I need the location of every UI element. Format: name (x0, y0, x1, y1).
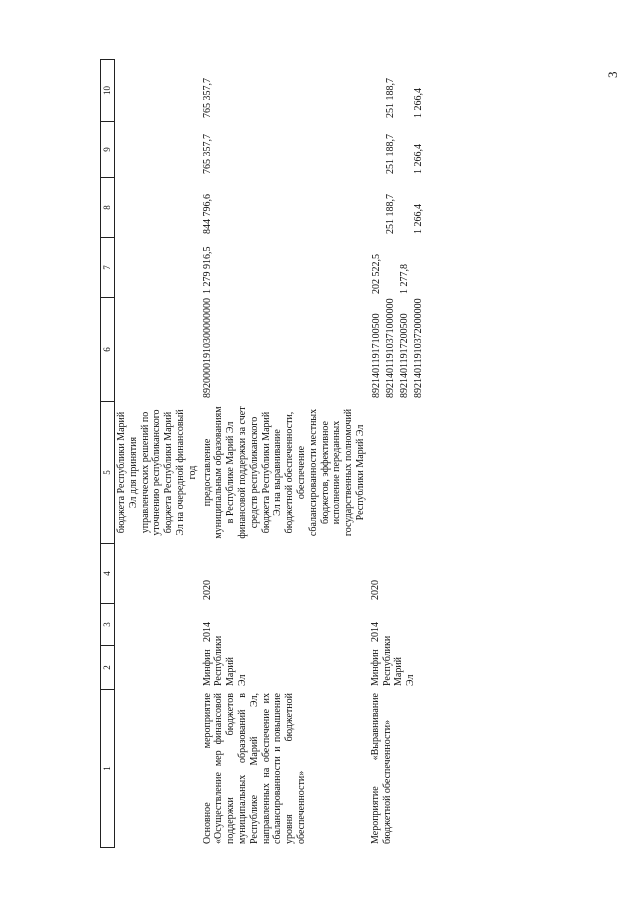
row2-col4: 2020 (369, 580, 381, 600)
header-col-10: 10 (101, 60, 115, 122)
table-row (368, 60, 427, 848)
header-col-2: 2 (101, 646, 115, 690)
row1-col8: 844 796,6 (201, 194, 213, 234)
amount-value (412, 241, 426, 294)
amount-value (398, 125, 412, 174)
row1-col1: Основное мероприятие «Осуществление мер финансовой поддержки бюджетов муниципальных образований в Республике Марий Эл, направленных на обеспечение их сбалансированности и повышение уровня бюджетной обеспеченности» (201, 693, 307, 844)
amount-value: 1 266,4 (412, 88, 424, 118)
amount-value: 1 266,4 (412, 204, 424, 234)
row2-col7 (368, 238, 427, 298)
row1-col2: Минфин Республики Марий Эл (201, 635, 248, 686)
amount-value: 251 188,7 (384, 194, 396, 234)
amount-value: 251 188,7 (384, 78, 396, 118)
row0-col3 (115, 604, 200, 646)
header-col-5: 5 (101, 402, 115, 544)
page-number: 3 (605, 71, 620, 78)
row0-col9 (115, 122, 200, 178)
amount-value: 1 277,8 (398, 264, 410, 294)
header-col-8: 8 (101, 178, 115, 238)
amount-value: 1 266,4 (412, 144, 424, 174)
header-col-6: 6 (101, 298, 115, 402)
table-row (115, 60, 200, 848)
table-row (200, 60, 368, 848)
amount-value (384, 241, 398, 294)
rotated-table-container (100, 60, 513, 848)
row0-col6 (115, 298, 200, 402)
row0-col8 (115, 178, 200, 238)
row2-col2: Минфин Республики Марий Эл (369, 635, 417, 686)
amount-value (370, 181, 384, 234)
row1-col5: предоставление муниципальным образованиям в Республике Марий Эл финансовой поддержки за счет средств республиканского бюджета Республики Марий Эл на выравнивание бюджетной обеспеченности, обеспечение сбалансированности местных бюджетов, эффективное исполнение переданных государственных полномочий Республики Марий Эл (201, 406, 366, 539)
row2-col6 (368, 298, 427, 402)
header-col-7: 7 (101, 238, 115, 298)
row2-col8 (368, 178, 427, 238)
header-col-1: 1 (101, 690, 115, 848)
row0-col1 (115, 690, 200, 848)
amount-value (370, 125, 384, 174)
header-row (101, 60, 115, 848)
amount-value (398, 63, 412, 119)
budget-code: 89214011910372000000 (412, 298, 424, 398)
row1-col10: 765 357,7 (201, 78, 213, 118)
amount-value (398, 181, 412, 234)
row1-col3: 2014 (201, 622, 213, 642)
amount-value: 202 522,5 (370, 254, 382, 294)
row0-col10 (115, 60, 200, 122)
amount-value: 251 188,7 (384, 134, 396, 174)
row2-col3: 2014 (369, 622, 381, 642)
row1-col9: 765 357,7 (201, 134, 213, 174)
budget-code: 89214011910371000000 (384, 298, 396, 398)
row1-col4: 2020 (201, 580, 213, 600)
header-col-9: 9 (101, 122, 115, 178)
row1-col6: 89200001910300000000 (201, 298, 213, 398)
row0-col5: бюджета Республики Марий Эл для принятия управленческих решений по уточнению республиканского бюджета Республики Марий Эл на очередной финансовый год (116, 409, 198, 536)
budget-code: 89214011917100500 (370, 313, 382, 398)
row2-col10 (368, 60, 427, 122)
row2-col1: Мероприятие «Выравнивание бюджетной обеспеченности» (369, 693, 393, 844)
amount-value (370, 63, 384, 119)
row0-col4 (115, 544, 200, 604)
budget-code: 89214011917200500 (398, 313, 410, 398)
row0-col2 (115, 646, 200, 690)
program-table (100, 59, 427, 848)
row2-col9 (368, 122, 427, 178)
row1-col7: 1 279 916,5 (201, 246, 213, 294)
row0-col7 (115, 238, 200, 298)
header-col-4: 4 (101, 544, 115, 604)
header-col-3: 3 (101, 604, 115, 646)
row2-col5 (368, 402, 427, 544)
